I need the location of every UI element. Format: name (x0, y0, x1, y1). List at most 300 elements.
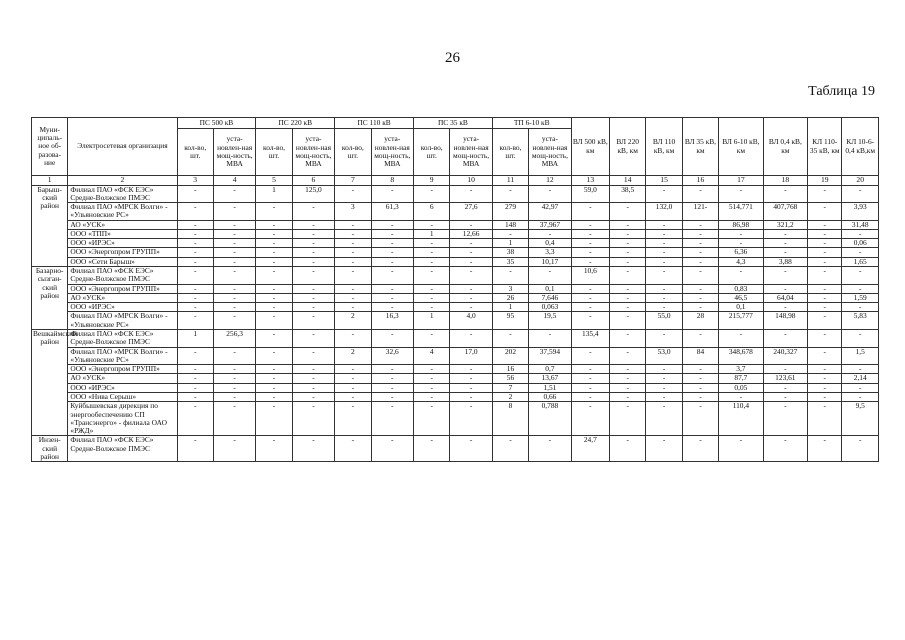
table-row (32, 436, 879, 462)
value-cell: - (213, 220, 255, 229)
value-cell: 1 (492, 303, 528, 312)
column-number: 15 (646, 176, 682, 186)
value-cell: 0,788 (529, 402, 571, 436)
value-cell: - (808, 374, 842, 383)
value-cell: 16 (492, 365, 528, 374)
value-cell: - (177, 267, 213, 285)
value-cell: - (610, 303, 646, 312)
value-cell: - (414, 436, 450, 462)
value-cell: 7 (492, 383, 528, 392)
value-cell: - (292, 257, 334, 266)
value-cell: - (256, 347, 292, 365)
value-cell: - (177, 347, 213, 365)
value-cell: 2 (335, 347, 371, 365)
value-cell: - (682, 392, 718, 401)
value-cell: - (571, 312, 609, 330)
value-cell: - (763, 303, 807, 312)
value-cell: - (646, 436, 682, 462)
value-cell: - (292, 383, 334, 392)
value-cell: 0,063 (529, 303, 571, 312)
organization-cell: Филиал ПАО «ФСК ЕЭС» Средне-Волжское ПМЭС (68, 330, 177, 348)
value-cell: - (529, 185, 571, 203)
value-cell: 135,4 (571, 330, 609, 348)
header-line: ВЛ 35 кВ, км (682, 118, 718, 176)
value-cell: - (292, 267, 334, 285)
value-cell: - (763, 284, 807, 293)
value-cell: 1,65 (842, 257, 879, 266)
value-cell: - (808, 312, 842, 330)
organization-cell: ООО «ИРЭС» (68, 383, 177, 392)
value-cell: 0,06 (842, 239, 879, 248)
value-cell: 132,0 (646, 203, 682, 221)
value-cell: - (450, 267, 492, 285)
data-table (31, 117, 879, 462)
value-cell: - (177, 402, 213, 436)
value-cell: - (256, 220, 292, 229)
value-cell: - (177, 303, 213, 312)
value-cell: - (450, 293, 492, 302)
value-cell: - (808, 383, 842, 392)
column-number: 12 (529, 176, 571, 186)
table-row (32, 374, 879, 383)
value-cell: - (371, 374, 413, 383)
table-row (32, 347, 879, 365)
value-cell: - (682, 374, 718, 383)
value-cell: - (414, 267, 450, 285)
value-cell: - (763, 330, 807, 348)
value-cell: - (808, 284, 842, 293)
value-cell: - (842, 267, 879, 285)
header-line: КЛ 110-35 кВ, км (808, 118, 842, 176)
value-cell: - (256, 229, 292, 238)
value-cell: 31,48 (842, 220, 879, 229)
table-row (32, 383, 879, 392)
value-cell: - (571, 365, 609, 374)
value-cell: - (177, 220, 213, 229)
value-cell: - (256, 365, 292, 374)
value-cell: 27,6 (450, 203, 492, 221)
value-cell: - (414, 365, 450, 374)
value-cell: 121- (682, 203, 718, 221)
value-cell: - (571, 229, 609, 238)
table-row (32, 267, 879, 285)
value-cell: 4,0 (450, 312, 492, 330)
value-cell: - (213, 436, 255, 462)
value-cell: 202 (492, 347, 528, 365)
value-cell: - (763, 185, 807, 203)
value-cell: - (450, 365, 492, 374)
value-cell: - (808, 185, 842, 203)
value-cell: 1,5 (842, 347, 879, 365)
value-cell: - (492, 229, 528, 238)
municipality-cell: Инзен-ский район (32, 436, 68, 462)
value-cell: - (571, 284, 609, 293)
value-cell: - (492, 330, 528, 348)
header-line: ВЛ 0,4 кВ, км (763, 118, 807, 176)
value-cell: - (414, 220, 450, 229)
value-cell: - (177, 383, 213, 392)
table-row (32, 365, 879, 374)
value-cell: - (808, 267, 842, 285)
value-cell: - (610, 229, 646, 238)
value-cell: - (808, 220, 842, 229)
value-cell: - (763, 365, 807, 374)
column-number: 18 (763, 176, 807, 186)
value-cell: - (682, 383, 718, 392)
value-cell: - (646, 392, 682, 401)
value-cell: - (335, 185, 371, 203)
value-cell: 148 (492, 220, 528, 229)
organization-cell: АО «УСК» (68, 293, 177, 302)
value-cell: 10,6 (571, 267, 609, 285)
value-cell: 37,967 (529, 220, 571, 229)
value-cell: 38,5 (610, 185, 646, 203)
value-cell: 59,0 (571, 185, 609, 203)
value-cell: - (719, 229, 763, 238)
value-cell: - (177, 257, 213, 266)
header-power: уста-новлен-ная мощ-ность, МВА (450, 129, 492, 176)
value-cell: - (371, 330, 413, 348)
value-cell: - (335, 257, 371, 266)
value-cell: - (842, 330, 879, 348)
value-cell: 61,3 (371, 203, 413, 221)
value-cell: - (335, 267, 371, 285)
value-cell: - (646, 257, 682, 266)
value-cell: - (571, 257, 609, 266)
value-cell: - (571, 248, 609, 257)
table-row (32, 203, 879, 221)
column-number: 10 (450, 176, 492, 186)
value-cell: 215,777 (719, 312, 763, 330)
value-cell: - (213, 392, 255, 401)
value-cell: - (571, 374, 609, 383)
value-cell: - (213, 284, 255, 293)
value-cell: - (371, 402, 413, 436)
value-cell: - (682, 257, 718, 266)
value-cell: - (610, 203, 646, 221)
column-number: 1 (32, 176, 68, 186)
column-number: 8 (371, 176, 413, 186)
value-cell: - (256, 436, 292, 462)
value-cell: - (682, 220, 718, 229)
value-cell: - (842, 436, 879, 462)
value-cell: - (450, 220, 492, 229)
value-cell: - (256, 257, 292, 266)
column-number: 20 (842, 176, 879, 186)
value-cell: 37,594 (529, 347, 571, 365)
value-cell: 256,3 (213, 330, 255, 348)
value-cell: - (256, 330, 292, 348)
column-number: 11 (492, 176, 528, 186)
value-cell: 3,3 (529, 248, 571, 257)
value-cell: - (571, 239, 609, 248)
value-cell: - (682, 229, 718, 238)
header-power: уста-новлен-ная мощ-ность, МВА (213, 129, 255, 176)
value-cell: - (414, 257, 450, 266)
value-cell: 42,97 (529, 203, 571, 221)
value-cell: - (763, 392, 807, 401)
value-cell: - (682, 239, 718, 248)
column-number: 17 (719, 176, 763, 186)
value-cell: - (335, 374, 371, 383)
value-cell: 5,83 (842, 312, 879, 330)
value-cell: 13,67 (529, 374, 571, 383)
value-cell: - (371, 383, 413, 392)
organization-cell: ООО «ТПП» (68, 229, 177, 238)
value-cell: - (414, 248, 450, 257)
value-cell: - (213, 303, 255, 312)
value-cell: - (763, 267, 807, 285)
value-cell: - (682, 303, 718, 312)
value-cell: - (842, 185, 879, 203)
value-cell: - (177, 312, 213, 330)
municipality-cell: Базарно-сызган-ский район (32, 267, 68, 330)
value-cell: - (256, 293, 292, 302)
value-cell: - (682, 402, 718, 436)
value-cell: 0,66 (529, 392, 571, 401)
header-power: уста-новлен-ная мощ-ность, МВА (292, 129, 334, 176)
header-count: кол-во, шт. (414, 129, 450, 176)
column-number: 19 (808, 176, 842, 186)
organization-cell: ООО «Энергопром ГРУПП» (68, 365, 177, 374)
organization-cell: Филиал ПАО «МРСК Волги» - «Ульяновские РС» (68, 347, 177, 365)
organization-cell: Филиал ПАО «МРСК Волги» - «Ульяновские РС» (68, 203, 177, 221)
value-cell: - (450, 330, 492, 348)
value-cell: - (371, 257, 413, 266)
value-cell: - (177, 374, 213, 383)
value-cell: - (646, 303, 682, 312)
value-cell: - (719, 267, 763, 285)
value-cell: - (763, 248, 807, 257)
value-cell: - (371, 284, 413, 293)
value-cell: - (450, 185, 492, 203)
table-row (32, 312, 879, 330)
value-cell: 240,327 (763, 347, 807, 365)
column-number: 6 (292, 176, 334, 186)
value-cell: - (610, 392, 646, 401)
value-cell: - (414, 303, 450, 312)
municipality-cell: Вешкаймский район (32, 330, 68, 436)
value-cell: 64,04 (763, 293, 807, 302)
value-cell: 125,0 (292, 185, 334, 203)
value-cell: - (842, 229, 879, 238)
value-cell: - (763, 229, 807, 238)
value-cell: - (335, 402, 371, 436)
header-group: ТП 6-10 кВ (492, 118, 571, 129)
value-cell: - (450, 284, 492, 293)
value-cell: - (213, 365, 255, 374)
organization-cell: Филиал ПАО «ФСК ЕЭС» Средне-Волжское ПМЭС (68, 185, 177, 203)
value-cell: - (335, 365, 371, 374)
organization-cell: ООО «Энергопром ГРУПП» (68, 284, 177, 293)
column-number: 13 (571, 176, 609, 186)
table-row (32, 229, 879, 238)
value-cell: - (292, 239, 334, 248)
value-cell: - (292, 374, 334, 383)
value-cell: 3,88 (763, 257, 807, 266)
value-cell: 16,3 (371, 312, 413, 330)
value-cell: - (292, 330, 334, 348)
value-cell: - (213, 402, 255, 436)
value-cell: - (213, 203, 255, 221)
value-cell: 1 (414, 229, 450, 238)
value-cell: 4 (414, 347, 450, 365)
value-cell: - (492, 185, 528, 203)
value-cell: - (450, 303, 492, 312)
column-number: 4 (213, 176, 255, 186)
value-cell: - (529, 436, 571, 462)
value-cell: - (808, 392, 842, 401)
page-number: 26 (445, 50, 460, 66)
value-cell: 84 (682, 347, 718, 365)
organization-cell: Куйбышевская дирекция по энергообеспечению СП «Трансэнерго» - филиала ОАО «РЖД» (68, 402, 177, 436)
value-cell: - (213, 312, 255, 330)
value-cell: - (682, 267, 718, 285)
value-cell: 32,6 (371, 347, 413, 365)
value-cell: 110,4 (719, 402, 763, 436)
value-cell: - (177, 365, 213, 374)
value-cell: 407,768 (763, 203, 807, 221)
table-row (32, 402, 879, 436)
value-cell: - (610, 267, 646, 285)
value-cell: 279 (492, 203, 528, 221)
value-cell: - (763, 239, 807, 248)
value-cell: - (292, 220, 334, 229)
value-cell: 0,1 (719, 303, 763, 312)
value-cell: - (808, 239, 842, 248)
value-cell: - (177, 392, 213, 401)
value-cell: - (719, 330, 763, 348)
value-cell: 321,2 (763, 220, 807, 229)
value-cell: - (610, 239, 646, 248)
value-cell: - (414, 383, 450, 392)
table-row (32, 330, 879, 348)
value-cell: 53,0 (646, 347, 682, 365)
value-cell: - (571, 303, 609, 312)
header-organization: Электросетевая организация (68, 118, 177, 176)
value-cell: - (371, 229, 413, 238)
organization-cell: ООО «Нива Серыш» (68, 392, 177, 401)
value-cell: - (414, 293, 450, 302)
value-cell: - (450, 239, 492, 248)
value-cell: - (371, 239, 413, 248)
header-municipality: Муни-ципаль-ное об-разова-ние (32, 118, 68, 176)
value-cell: - (492, 436, 528, 462)
value-cell: - (335, 303, 371, 312)
value-cell: - (335, 330, 371, 348)
value-cell: - (256, 374, 292, 383)
value-cell: 1 (414, 312, 450, 330)
value-cell: - (292, 365, 334, 374)
value-cell: - (571, 293, 609, 302)
value-cell: 1,51 (529, 383, 571, 392)
value-cell: - (256, 402, 292, 436)
value-cell: - (371, 220, 413, 229)
value-cell: 3 (335, 203, 371, 221)
value-cell: - (256, 284, 292, 293)
column-number: 7 (335, 176, 371, 186)
value-cell: - (292, 303, 334, 312)
header-line: КЛ 10-6-0,4 кВ,км (842, 118, 879, 176)
value-cell: - (682, 284, 718, 293)
value-cell: - (177, 229, 213, 238)
value-cell: - (292, 392, 334, 401)
table-body (32, 185, 879, 462)
value-cell: - (610, 257, 646, 266)
value-cell: - (610, 248, 646, 257)
value-cell: - (414, 239, 450, 248)
column-number: 3 (177, 176, 213, 186)
value-cell: 0,05 (719, 383, 763, 392)
value-cell: 87,7 (719, 374, 763, 383)
value-cell: - (450, 392, 492, 401)
value-cell: 10,17 (529, 257, 571, 266)
value-cell: - (646, 185, 682, 203)
value-cell: - (646, 293, 682, 302)
value-cell: - (213, 239, 255, 248)
value-cell: 1 (256, 185, 292, 203)
value-cell: - (371, 185, 413, 203)
value-cell: - (414, 330, 450, 348)
value-cell: - (256, 392, 292, 401)
value-cell: - (256, 267, 292, 285)
municipality-cell: Барыш-ский район (32, 185, 68, 267)
value-cell: - (646, 239, 682, 248)
value-cell: - (719, 436, 763, 462)
value-cell: - (256, 383, 292, 392)
value-cell: - (646, 365, 682, 374)
value-cell: - (529, 330, 571, 348)
value-cell: - (808, 203, 842, 221)
value-cell: - (646, 383, 682, 392)
value-cell: 7,646 (529, 293, 571, 302)
value-cell: - (292, 347, 334, 365)
value-cell: - (646, 402, 682, 436)
value-cell: - (292, 248, 334, 257)
value-cell: - (292, 229, 334, 238)
value-cell: - (335, 436, 371, 462)
value-cell: 3,93 (842, 203, 879, 221)
organization-cell: Филиал ПАО «МРСК Волги» - «Ульяновские РС» (68, 312, 177, 330)
value-cell: - (371, 436, 413, 462)
value-cell: - (335, 229, 371, 238)
value-cell: - (610, 293, 646, 302)
value-cell: - (213, 257, 255, 266)
header-power: уста-новлен-ная мощ-ность, МВА (529, 129, 571, 176)
value-cell: 28 (682, 312, 718, 330)
organization-cell: Филиал ПАО «ФСК ЕЭС» Средне-Волжское ПМЭС (68, 436, 177, 462)
value-cell: 8 (492, 402, 528, 436)
organization-cell: АО «УСК» (68, 374, 177, 383)
value-cell: 3 (492, 284, 528, 293)
column-number: 9 (414, 176, 450, 186)
value-cell: - (682, 330, 718, 348)
value-cell: - (610, 284, 646, 293)
header-line: ВЛ 6-10 кВ, км (719, 118, 763, 176)
value-cell: 1 (492, 239, 528, 248)
value-cell: - (177, 185, 213, 203)
value-cell: - (371, 248, 413, 257)
value-cell: - (808, 402, 842, 436)
value-cell: 35 (492, 257, 528, 266)
value-cell: - (610, 220, 646, 229)
value-cell: - (371, 365, 413, 374)
value-cell: - (371, 267, 413, 285)
value-cell: 55,0 (646, 312, 682, 330)
value-cell: - (571, 347, 609, 365)
value-cell: - (450, 257, 492, 266)
value-cell: 6,36 (719, 248, 763, 257)
